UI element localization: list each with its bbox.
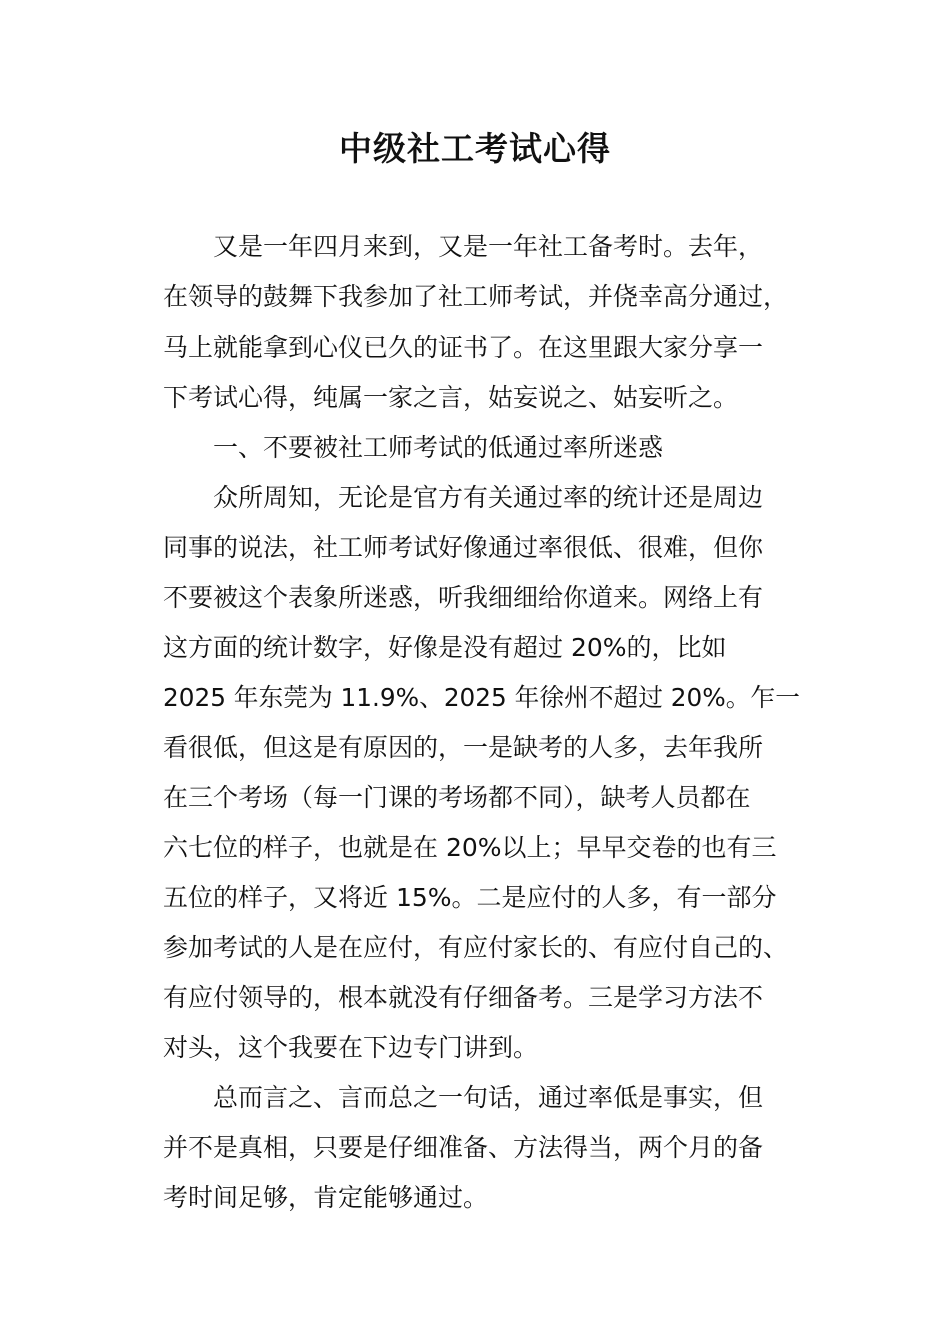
- body-line: 参加考试的人是在应付，有应付家长的、有应付自己的、: [163, 933, 789, 962]
- body-line: 2025 年东莞为 11.9%、2025 年徐州不超过 20%。乍一: [163, 683, 800, 712]
- body-line: 又是一年四月来到，又是一年社工备考时。去年，: [213, 232, 764, 261]
- body-line: 考时间足够，肯定能够通过。: [163, 1183, 489, 1212]
- body-line: 有应付领导的，根本就没有仔细备考。三是学习方法不: [163, 983, 764, 1012]
- body-line: 并不是真相，只要是仔细准备、方法得当，两个月的备: [163, 1133, 764, 1162]
- body-line: 五位的样子，又将近 15%。二是应付的人多，有一部分: [163, 883, 777, 912]
- body-line: 看很低，但这是有原因的，一是缺考的人多，去年我所: [163, 733, 764, 762]
- document-title: 中级社工考试心得: [339, 129, 611, 168]
- body-line: 同事的说法，社工师考试好像通过率很低、很难，但你: [163, 533, 764, 562]
- body-line: 六七位的样子，也就是在 20%以上；早早交卷的也有三: [163, 833, 777, 862]
- body-line: 马上就能拿到心仪已久的证书了。在这里跟大家分享一: [163, 333, 764, 362]
- body-line: 总而言之、言而总之一句话，通过率低是事实，但: [213, 1083, 764, 1112]
- body-line: 这方面的统计数字，好像是没有超过 20%的，比如: [163, 633, 727, 662]
- body-line: 众所周知，无论是官方有关通过率的统计还是周边: [213, 483, 764, 512]
- body-line: 在三个考场（每一门课的考场都不同），缺考人员都在: [163, 783, 751, 812]
- body-line: 下考试心得，纯属一家之言，姑妄说之、姑妄听之。: [163, 383, 739, 412]
- section-heading: 一、不要被社工师考试的低通过率所迷惑: [213, 433, 664, 462]
- body-line: 在领导的鼓舞下我参加了社工师考试，并侥幸高分通过，: [163, 282, 789, 311]
- body-line: 不要被这个表象所迷惑，听我细细给你道来。网络上有: [163, 583, 764, 612]
- body-line: 对头，这个我要在下边专门讲到。: [163, 1033, 539, 1062]
